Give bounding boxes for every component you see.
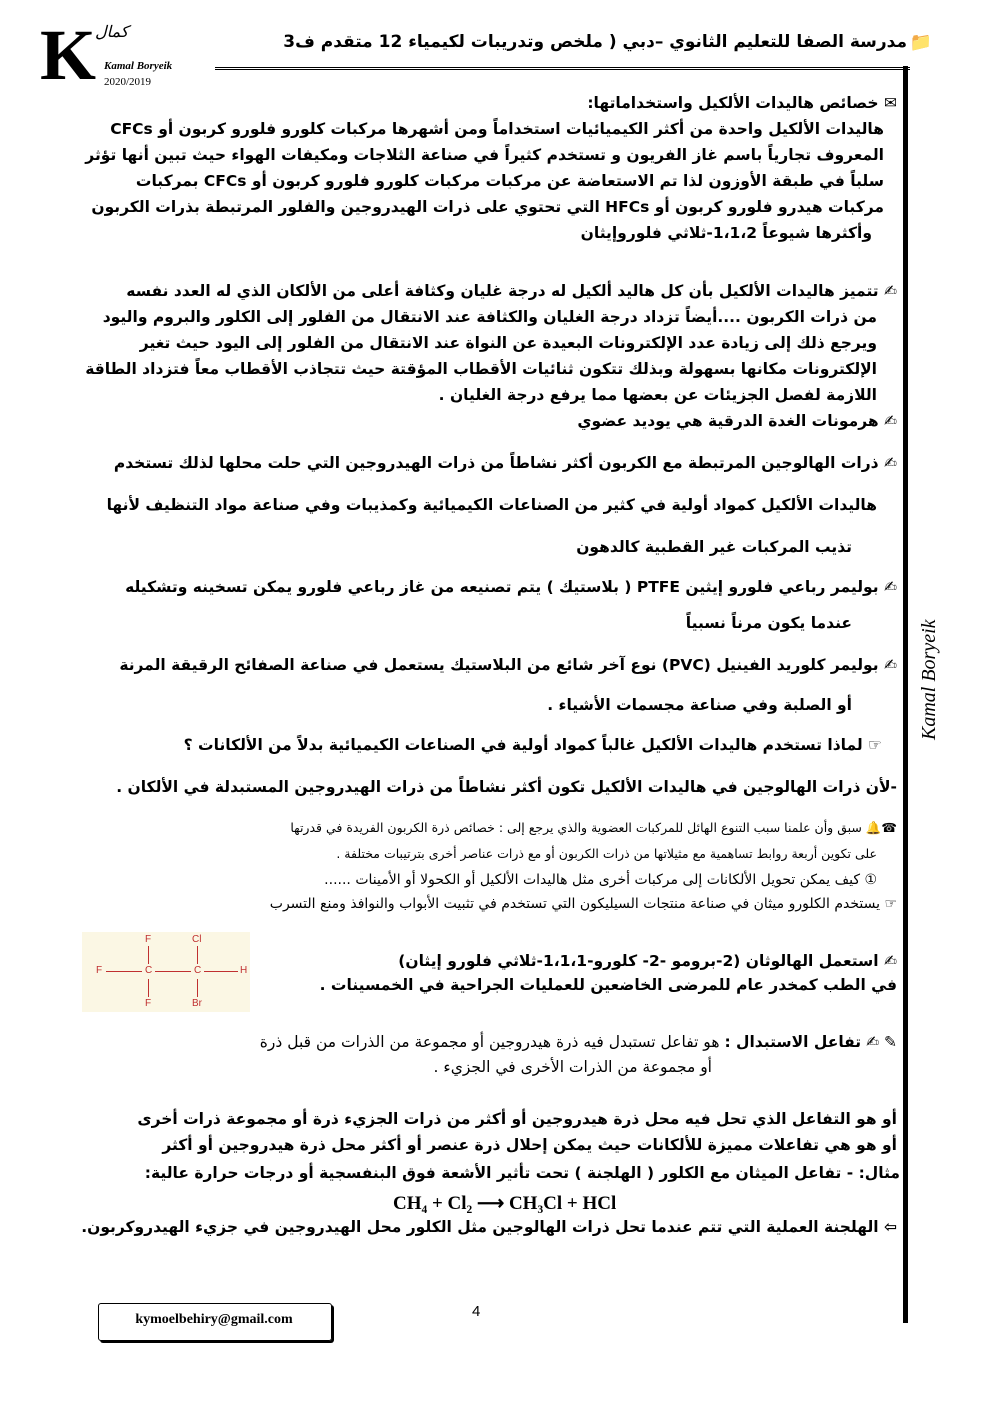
- folder-icon: 📁: [909, 32, 932, 53]
- pointer-icon: ✎: [884, 1033, 897, 1051]
- bullet-line: ويرجع ذلك إلى زيادة عدد الإلكترونات البعيدة عن النواة عند الانتقال من الفلور إلى اليود حيث تغير: [139, 334, 877, 352]
- hand-point-icon: ☞: [868, 736, 882, 754]
- pencil-check-icon: ✍: [866, 1033, 880, 1051]
- atom-label: Br: [192, 998, 202, 1009]
- side-bar: [903, 66, 908, 1323]
- bullet-boiling-point: ✍ تتميز هاليدات الألكيل بأن كل هاليد ألكيل له درجة غليان وكثافة أعلى من الألكان الذي له العدد نفسه: [126, 282, 897, 300]
- bullet-pvc: ✍ بوليمر كلوريد الفينيل (PVC) نوع آخر شائع من البلاستيك يستعمل في صناعة الصفائح الرقيقة المرنة: [119, 656, 897, 674]
- envelope-icon: ✉: [884, 94, 897, 112]
- bullet-halogen-activity: ✍ ذرات الهالوجين المرتبطة مع الكربون أكثر نشاطاً من ذرات الهيدروجين التي حلت محلها لذلك تستخدم: [113, 454, 897, 472]
- bond-line: [148, 979, 149, 997]
- bell-icon: 🔔: [865, 820, 882, 835]
- atom-label: C: [145, 965, 153, 976]
- atom-label: Cl: [192, 934, 202, 945]
- pencil-check-icon: ✍: [884, 578, 897, 596]
- bullet-ptfe: ✍ بوليمر رباعي فلورو إيثين PTFE ( بلاستيك ) يتم تصنيعه من غاز رباعي فلورو يمكن تسخينه وتشكيله: [125, 578, 897, 596]
- definition-line: أو هو هي تفاعلات مميزة للألكانات حيث يمكن إحلال ذرة عنصر أو أكثر محل ذرة هيدروجين أو أكثر: [162, 1136, 897, 1154]
- pencil-check-icon: ✍: [884, 952, 897, 970]
- hand-point-icon: ☞: [884, 896, 897, 912]
- intro-line: مركبات هيدرو فلورو كربون أو HFCs التي تحتوي على ذرات الهيدروجين والفلور المرتبطة بذرات الكربون: [91, 198, 884, 216]
- definition-line: أو هو التفاعل الذي تحل فيه محل ذرة هيدروجين أو أكثر من ذرات الجزيء ذرة أو مجموعة ذرات أخرى: [137, 1110, 897, 1128]
- bullet-thyroid: ✍ هرمونات الغدة الدرقية هي يوديد عضوي: [577, 412, 897, 430]
- bullet-line: الإلكترونات مكانها بسهولة وبذلك تتكون ثنائيات الأقطاب المؤقتة حيث تتجاذب الأقطاب معاً فتزداد الطاقة: [85, 360, 877, 378]
- pencil-check-icon: ✍: [884, 412, 897, 430]
- circled-one-icon: ①: [864, 872, 877, 888]
- pencil-check-icon: ✍: [884, 282, 897, 300]
- bullet-line: عندما يكون مرناً نسبياً: [685, 614, 852, 632]
- header-rule: [215, 67, 910, 70]
- note-chloromethane: ☞ يستخدم الكلورو ميثان في صناعة منتجات السيليكون التي تستخدم في تثبيت الأبواب والنوافذ ومنع التسرب: [269, 896, 897, 912]
- intro-line: المعروف تجارياً باسم غاز الفريون و تستخدم كثيراً في صناعة الثلاجات ومكيفات الهواء حيث تبين أنها تؤثر: [85, 146, 884, 164]
- note-carbon: ☎🔔 سبق وأن علمنا سبب التنوع الهائل للمركبات العضوية والذي يرجع إلى : خصائص ذرة الكربون الفريدة في قدرتها: [290, 820, 897, 835]
- page-number: 4: [472, 1303, 481, 1320]
- atom-label: C: [194, 965, 202, 976]
- pencil-check-icon: ✍: [884, 656, 897, 674]
- section-title: ✉ خصائص هاليدات الألكيل واستخداماتها:: [587, 94, 897, 112]
- halothane-structure: [82, 932, 250, 1012]
- bullet-line: اللازمة لفصل الجزيئات عن بعضها مما يرفع درجة الغليان .: [438, 386, 877, 404]
- atom-label: F: [96, 965, 103, 976]
- atom-label: F: [145, 934, 152, 945]
- substitution-definition: ✎ ✍ تفاعل الاستبدال : هو تفاعل تستبدل فيه ذرة هيدروجين أو مجموعة من الذرات من قبل ذرة: [259, 1033, 897, 1051]
- question: ☞ لماذا تستخدم هاليدات الألكيل غالباً كمواد أولية في الصناعات الكيميائية بدلاً من الألكانات ؟: [183, 736, 882, 754]
- bond-line: [197, 946, 198, 964]
- intro-line: سلباً في طبقة الأوزون لذا تم الاستعاضة عن مركبات مركبات كلورو فلورو كربون أو CFCs بمركبات: [135, 172, 884, 190]
- bond-line: [197, 979, 198, 997]
- substitution-line: أو مجموعة من الذرات الأخرى في الجزيء .: [433, 1058, 712, 1076]
- arrow-icon: ⇦: [884, 1218, 897, 1236]
- bond-line: [148, 946, 149, 964]
- halogenation-definition: ⇦ الهلجنة العملية التي تتم عندما تحل ذرات الهالوجين مثل الكلور محل الهيدروجين في جزيء الهيدروكربون.: [81, 1218, 897, 1236]
- intro-line: هاليدات الألكيل واحدة من أكثر الكيميائيات استخداماً ومن أشهرها مركبات كلورو فلورو كربون أو CFCs: [110, 120, 884, 138]
- answer: -لأن ذرات الهالوجين في هاليدات الألكيل تكون أكثر نشاطاً من ذرات الهيدروجين المستبدلة في الألكان .: [116, 778, 897, 796]
- atom-label: F: [145, 998, 152, 1009]
- bond-line: [204, 971, 238, 972]
- bullet-line: تذيب المركبات غير القطبية كالدهون: [576, 538, 852, 556]
- side-signature: Kamal Boryeik: [918, 619, 940, 741]
- bullet-line: من ذرات الكربون ....أيضاً تزداد درجة الغليان والكثافة عند الانتقال من الفلور إلى الكلور والبروم واليود: [102, 308, 877, 326]
- definition-example: مثال: - تفاعل الميثان مع الكلور ( الهلجنة ) تحت تأثير الأشعة فوق البنفسجية أو درجات حرارة عالية:: [144, 1164, 900, 1182]
- logo-signature: كمال: [95, 24, 129, 41]
- phone-icon: ☎: [881, 820, 897, 835]
- atom-label: H: [240, 965, 248, 976]
- bullet-line: هاليدات الألكيل كمواد أولية في كثير من الصناعات الكيميائية وكمذيبات وفي صناعة مواد التنظيف لأنها: [106, 496, 877, 514]
- email-address: kymoelbehiry@gmail.com: [135, 1312, 293, 1327]
- pencil-check-icon: ✍: [884, 454, 897, 472]
- page-header-title: مدرسة الصفا للتعليم الثانوي –دبي ( ملخص وتدريبات لكيمياء 12 متقدم ف3: [283, 32, 907, 52]
- intro-line: وأكثرها شيوعاً 1،1،2-ثلاثي فلوروإيثان: [580, 224, 872, 242]
- chemical-equation: CH₄ + Cl₂ ⟶ CH₃Cl + HCl: [393, 1193, 617, 1214]
- logo-letter: K: [40, 15, 97, 95]
- year-label: 2020/2019: [104, 76, 152, 88]
- note-question: ① كيف يمكن تحويل الألكانات إلى مركبات أخرى مثل هاليدات الألكيل أو الكحولا أو الأمينات ......: [324, 872, 877, 888]
- bullet-line: أو الصلبة وفي صناعة مجسمات الأشياء .: [547, 696, 852, 714]
- bond-line: [155, 971, 191, 972]
- author-name: Kamal Boryeik: [104, 60, 173, 72]
- halothane-line: في الطب كمخدر عام للمرضى الخاضعين للعمليات الجراحية في الخمسينات .: [319, 976, 897, 994]
- bond-line: [106, 971, 142, 972]
- note-line: على تكوين أربعة روابط تساهمية مع مثيلاتها من ذرات الكربون أو مع ذرات عناصر أخرى بترتيبات مختلفة .: [336, 846, 877, 861]
- halothane-text: ✍ استعمل الهالوثان (2-برومو -2- كلورو-1،1،1-ثلاثي فلورو إيثان): [398, 952, 897, 970]
